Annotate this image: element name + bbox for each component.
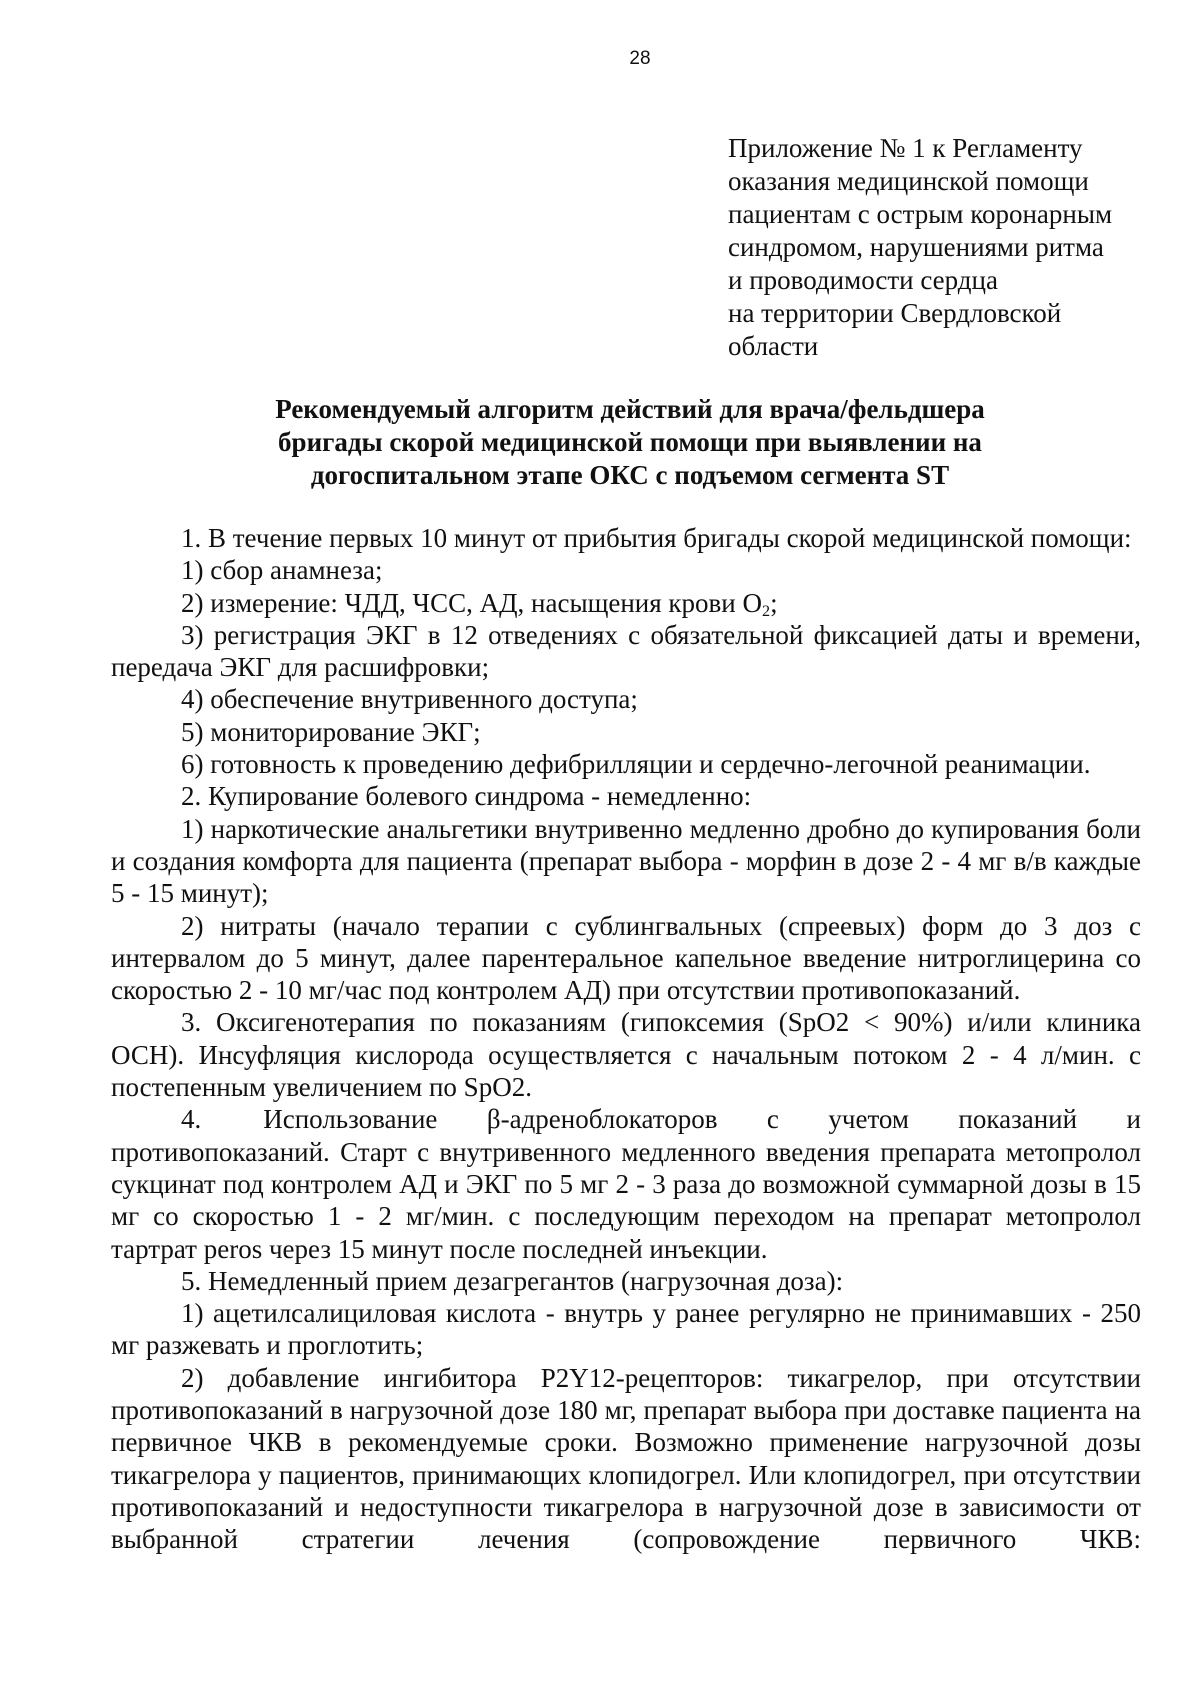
paragraph-2-1: 1) наркотические анальгетики внутривенно медленно дробно до купирования боли и создания комфорта для пациента (препарат выбора - морфин в дозе 2 - 4 мг в/в каждые 5 - 15 минут);	[111, 813, 1141, 909]
annex-line: Приложение № 1 к Регламенту	[728, 133, 1083, 163]
paragraph-1-2-end: ;	[770, 587, 778, 618]
annex-line: пациентам с острым коронарным	[728, 199, 1113, 229]
paragraph-3: 3. Оксигенотерапия по показаниям (гипоксемия (SpO2 < 90%) и/или клиника ОСН). Инсуфляция кислорода осуществляется с начальным потоком 2 - 4 л/мин. с постепенным увеличением по SpO2.	[111, 1007, 1141, 1103]
paragraph-4	[111, 1103, 1141, 1264]
annex-line: оказания медицинской помощи	[728, 166, 1089, 196]
annex-line: области	[728, 331, 819, 361]
paragraph-1-5: 5) мониторирование ЭКГ;	[181, 716, 481, 747]
annex-header	[728, 132, 1168, 363]
paragraph-1-4: 4) обеспечение внутривенного доступа;	[181, 684, 638, 715]
paragraph-1-6: 6) готовность к проведению дефибрилляции и сердечно-легочной реанимации.	[181, 749, 1091, 780]
paragraph-1-3: 3) регистрация ЭКГ в 12 отведениях с обязательной фиксацией даты и времени, передача ЭКГ для расшифровки;	[111, 619, 1141, 683]
subscript-2: 2	[762, 601, 771, 620]
paragraph-4-text: Использование β-адреноблокаторов с учетом показаний и противопоказаний. Старт с внутривенного медленного введения препарата метопролол сукцинат под контролем АД и ЭКГ по 5 мг 2 - 3 раза до возможной суммарной дозы в 15 мг со скоростью 1 - 2 мг/мин. с последующим переходом на препарат метопролол тартрат peros через 15 минут после последней инъекции.	[111, 1104, 1141, 1264]
title-line: бригады скорой медицинской помощи при выявлении на	[278, 427, 982, 457]
document-body	[111, 522, 1141, 1556]
paragraph-5-2: 2) добавление ингибитора P2Y12-рецепторов: тикагрелор, при отсутствии противопоказаний в нагрузочной дозе 180 мг, препарат выбора при доставке пациента на первичное ЧКВ в рекомендуемые сроки. Возможно применение нагрузочной дозы тикагрелора у пациентов, принимающих клопидогрел. Или клопидогрел, при отсутствии противопоказаний и недоступности тикагрелора в нагрузочной дозе в зависимости от выбранной стратегии лечения (сопровождение первичного ЧКВ:	[111, 1362, 1141, 1555]
paragraph-2: 2. Купирование болевого синдрома - немедленно:	[181, 781, 752, 812]
annex-line: синдромом, нарушениями ритма	[728, 232, 1104, 262]
paragraph-5-1: 1) ацетилсалициловая кислота - внутрь у ранее регулярно не принимавших - 250 мг разжевать и проглотить;	[111, 1298, 1141, 1361]
paragraph-2-2: 2) нитраты (начало терапии с сублингвальных (спреевых) форм до 3 доз с интервалом до 5 минут, далее парентеральное капельное введение нитроглицерина со скоростью 2 - 10 мг/час под контролем АД) при отсутствии противопоказаний.	[111, 910, 1141, 1006]
paragraph-1-2	[111, 587, 1141, 619]
paragraph-4-number: 4.	[181, 1104, 202, 1135]
title-line: догоспитальном этапе ОКС с подъемом сегмента ST	[310, 460, 950, 490]
document-title	[180, 393, 1080, 492]
paragraph-5: 5. Немедленный прием дезагрегантов (нагрузочная доза):	[181, 1265, 844, 1296]
page-number: 28	[629, 48, 651, 69]
annex-line: и проводимости сердца	[728, 265, 998, 295]
paragraph-1-2-text: 2) измерение: ЧДД, ЧСС, АД, насыщения крови О	[181, 587, 762, 618]
title-line: Рекомендуемый алгоритм действий для врача/фельдшера	[275, 394, 985, 424]
paragraph-1-1: 1) сбор анамнеза;	[181, 555, 383, 586]
paragraph-1: 1. В течение первых 10 минут от прибытия бригады скорой медицинской помощи:	[181, 523, 1132, 553]
annex-line: на территории Свердловской	[728, 298, 1062, 328]
